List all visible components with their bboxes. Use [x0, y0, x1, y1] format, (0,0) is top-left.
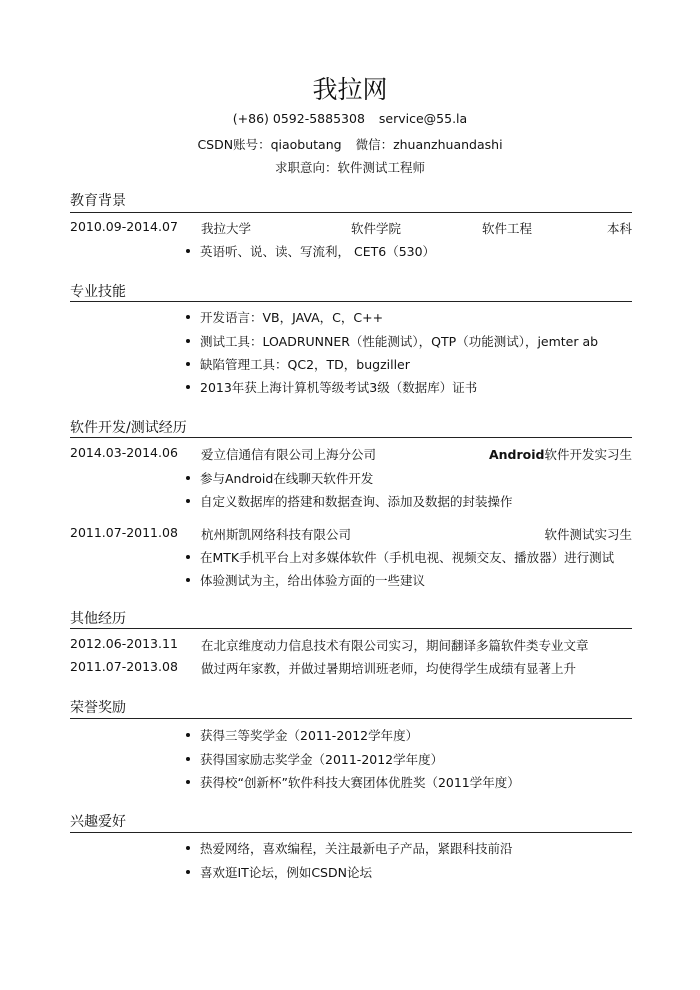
company-name: 杭州斯凯网络科技有限公司 [201, 527, 352, 542]
bullet-icon [186, 780, 190, 784]
bullet-icon [186, 315, 190, 319]
bullet-icon [186, 757, 190, 761]
section-divider [70, 212, 632, 213]
list-item: 英语听、说、读、写流利， CET6（530） [186, 242, 435, 260]
section-divider [70, 437, 632, 438]
bullet-icon [186, 362, 190, 366]
bullet-icon [186, 385, 190, 389]
bullet-icon [186, 499, 190, 503]
other-date: 2011.07-2013.08 [70, 659, 178, 674]
other-date: 2012.06-2013.11 [70, 636, 178, 651]
school-name: 我拉大学 [201, 221, 252, 236]
list-item: 开发语言：VB，JAVA，C，C++ [186, 308, 383, 326]
other-text: 在北京维度动力信息技术有限公司实习，期间翻译多篇软件类专业文章 [201, 638, 589, 653]
other-row [70, 659, 632, 677]
list-item: 自定义数据库的搭建和数据查询、添加及数据的封装操作 [186, 492, 513, 510]
list-item: 体验测试为主，给出体验方面的一些建议 [186, 571, 425, 589]
section-title-honors: 荣誉奖励 [70, 700, 126, 716]
bullet-icon [186, 249, 190, 253]
other-text: 做过两年家教，并做过暑期培训班老师，均使得学生成绩有显著上升 [201, 661, 577, 676]
list-item: 获得国家励志奖学金（2011-2012学年度） [186, 750, 443, 768]
job-date: 2011.07-2011.08 [70, 525, 178, 540]
company-name: 爱立信通信有限公司上海分公司 [201, 447, 377, 462]
section-title-other: 其他经历 [70, 611, 126, 627]
list-item: 喜欢逛IT论坛，例如CSDN论坛 [186, 863, 372, 881]
bullet-icon [186, 476, 190, 480]
list-item: 在MTK手机平台上对多媒体软件（手机电视、视频交友、播放器）进行测试 [186, 548, 614, 566]
list-item: 参与Android在线聊天软件开发 [186, 469, 373, 487]
list-item: 获得三等奖学金（2011-2012学年度） [186, 726, 418, 744]
section-title-education: 教育背景 [70, 193, 126, 209]
section-title-experience: 软件开发/测试经历 [70, 420, 187, 436]
contact-line [0, 111, 700, 126]
bullet-icon [186, 339, 190, 343]
college-name: 软件学院 [351, 221, 402, 236]
bullet-icon [186, 870, 190, 874]
section-title-hobbies: 兴趣爱好 [70, 814, 126, 830]
bullet-icon [186, 733, 190, 737]
csdn-account: CSDN账号：qiaobutang [197, 137, 342, 152]
job-row [70, 445, 632, 463]
phone-number: (+86) 0592-5885308 [232, 111, 365, 126]
list-item: 缺陷管理工具：QC2，TD，bugziller [186, 355, 410, 373]
section-divider [70, 718, 632, 719]
list-item: 2013年获上海计算机等级考试3级（数据库）证书 [186, 378, 477, 396]
job-objective: 求职意向：软件测试工程师 [274, 160, 425, 175]
major-name: 软件工程 [482, 221, 533, 236]
account-line [0, 135, 700, 153]
other-row [70, 636, 632, 654]
wechat-account: 微信：zhuanzhuandashi [355, 137, 503, 152]
job-date: 2014.03-2014.06 [70, 445, 178, 460]
education-row [70, 219, 632, 237]
candidate-name: 我拉网 [312, 75, 388, 104]
section-title-skills: 专业技能 [70, 284, 126, 300]
job-role: 软件测试实习生 [544, 527, 632, 542]
bullet-icon [186, 555, 190, 559]
job-role: Android软件开发实习生 [488, 447, 632, 462]
section-divider [70, 628, 632, 629]
email-address: service@55.la [378, 111, 468, 126]
bullet-icon [186, 846, 190, 850]
job-row [70, 525, 632, 543]
list-item: 热爱网络，喜欢编程，关注最新电子产品，紧跟科技前沿 [186, 839, 513, 857]
list-item: 测试工具：LOADRUNNER（性能测试），QTP（功能测试），jemter ab [186, 332, 598, 350]
education-date: 2010.09-2014.07 [70, 219, 178, 234]
section-divider [70, 832, 632, 833]
list-item: 获得校“创新杯”软件科技大赛团体优胜奖（2011学年度） [186, 773, 520, 791]
degree: 本科 [606, 221, 632, 236]
bullet-icon [186, 578, 190, 582]
section-divider [70, 301, 632, 302]
